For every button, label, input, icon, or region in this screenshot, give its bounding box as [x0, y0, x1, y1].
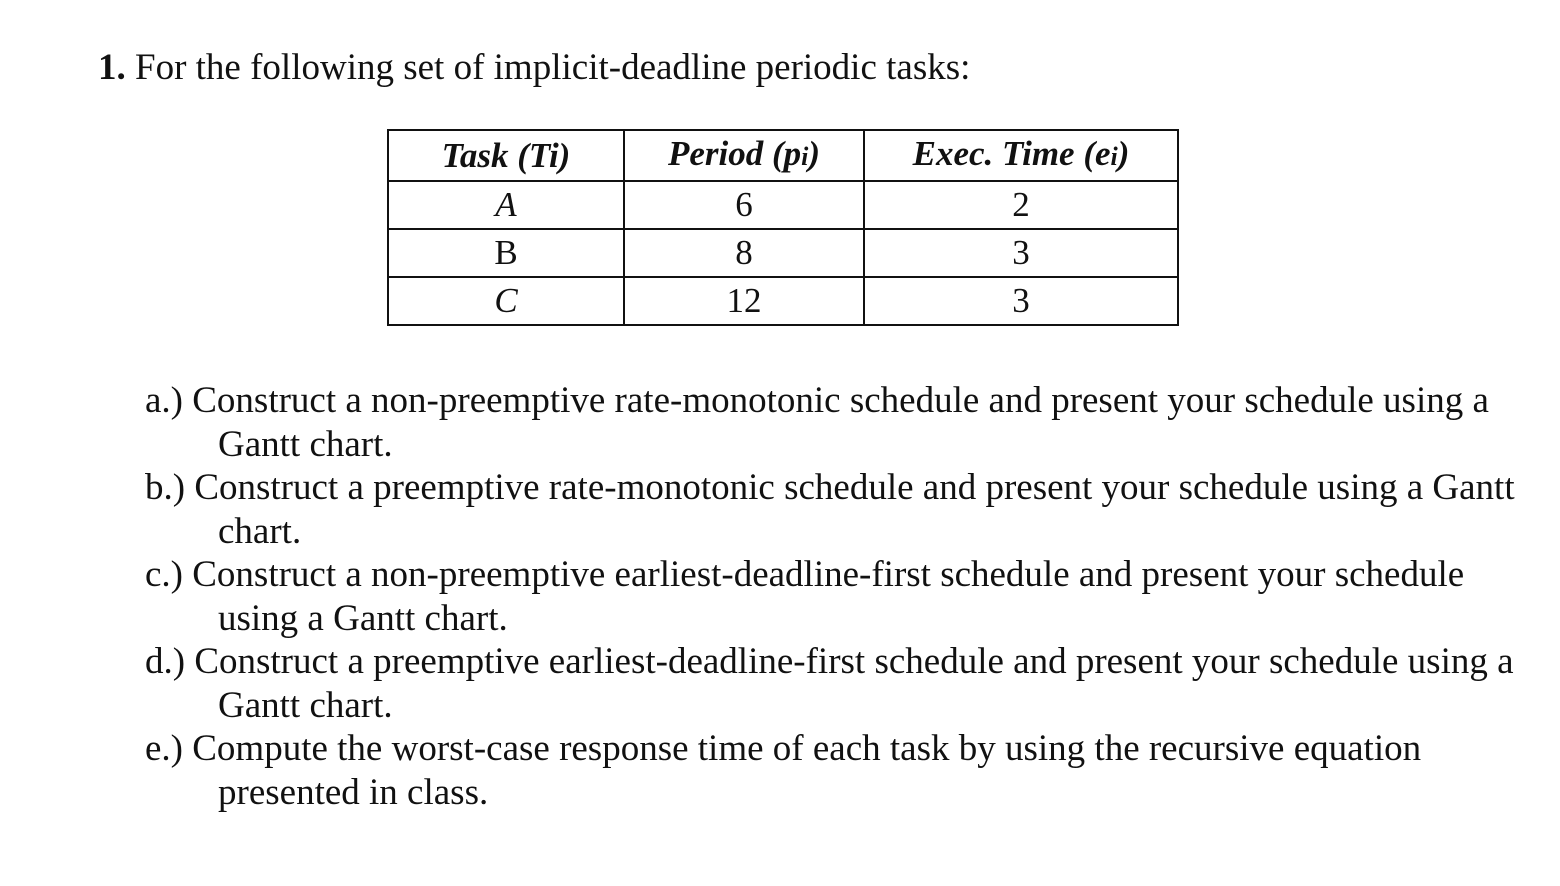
task-cell: A [388, 181, 624, 229]
table-row [388, 229, 1178, 277]
period-cell: 12 [624, 277, 864, 325]
exec-time-cell: 3 [864, 277, 1178, 325]
question-parts [145, 379, 1535, 814]
task-table [387, 129, 1179, 326]
table-row [388, 277, 1178, 325]
task-cell: B [388, 229, 624, 277]
header-period: Period (pi) [624, 130, 864, 181]
task-cell: C [388, 277, 624, 325]
question-heading [98, 44, 970, 92]
table-row [388, 181, 1178, 229]
period-cell: 6 [624, 181, 864, 229]
header-exec-time: Exec. Time (ei) [864, 130, 1178, 181]
part-e: e.) Compute the worst-case response time of each task by using the recursive equation presented in class. [145, 728, 1422, 813]
header-task: Task (Ti) [388, 130, 624, 181]
part-a: a.) Construct a non-preemptive rate-monotonic schedule and present your schedule using a Gantt chart. [145, 380, 1489, 465]
question-text: For the following set of implicit-deadline periodic tasks: [135, 47, 971, 88]
table-header-row [388, 130, 1178, 181]
part-c: c.) Construct a non-preemptive earliest-deadline-first schedule and present your schedule using a Gantt chart. [145, 554, 1465, 639]
period-cell: 8 [624, 229, 864, 277]
exec-time-cell: 3 [864, 229, 1178, 277]
part-b: b.) Construct a preemptive rate-monotonic schedule and present your schedule using a Gantt chart. [145, 467, 1515, 552]
question-number: 1. [98, 47, 126, 88]
part-d: d.) Construct a preemptive earliest-deadline-first schedule and present your schedule using a Gantt chart. [145, 641, 1514, 726]
exec-time-cell: 2 [864, 181, 1178, 229]
